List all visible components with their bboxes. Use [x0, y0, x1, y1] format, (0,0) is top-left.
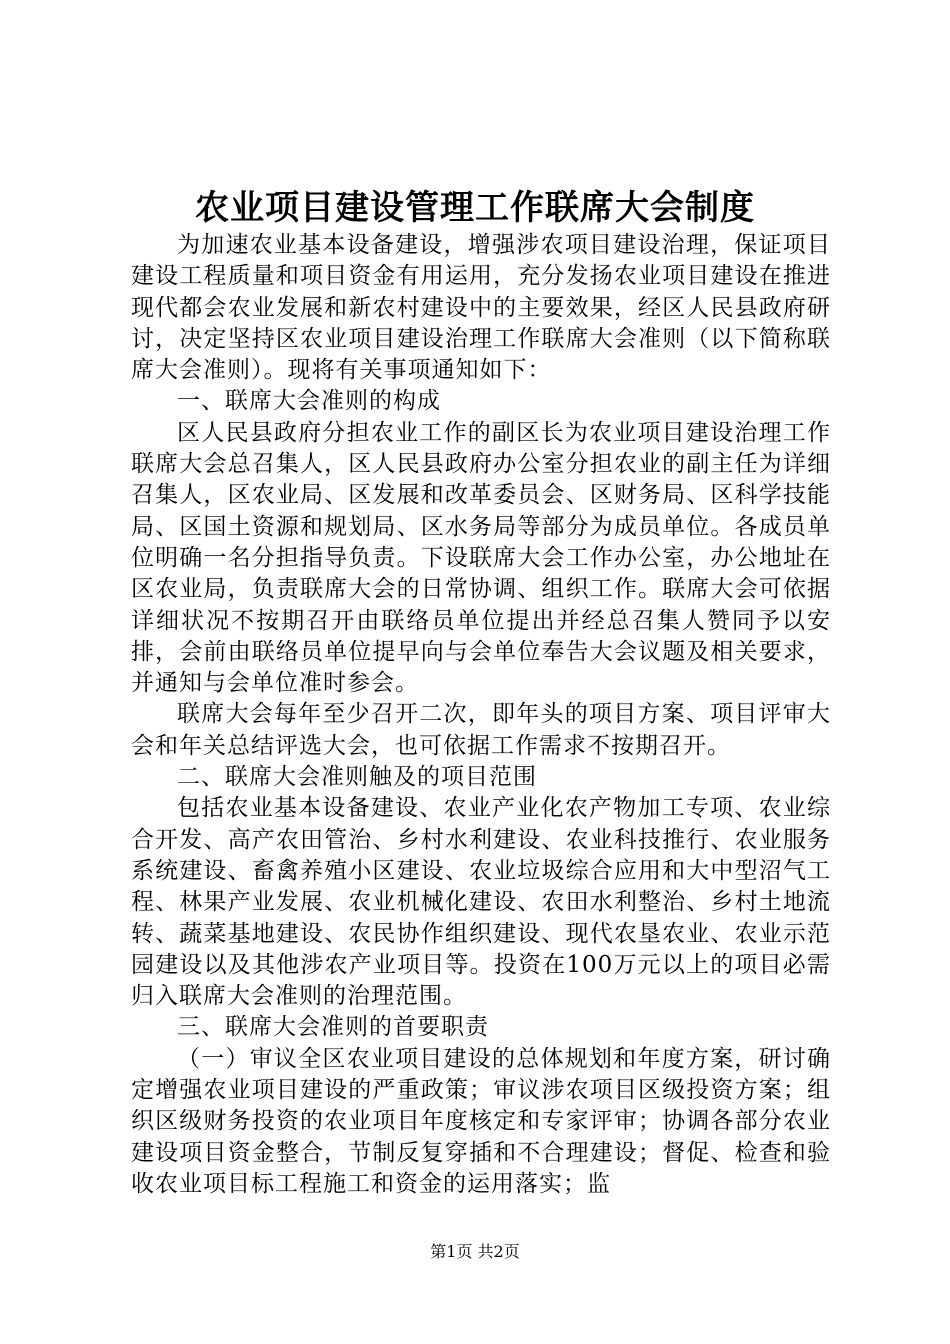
document-title: 农业项目建设管理工作联席大会制度	[195, 188, 755, 228]
section-heading-3: 三、联席大会准则的首要职责	[177, 1014, 489, 1041]
paragraph-composition: 区人民县政府分担农业工作的副区长为农业项目建设治理工作联席大会总召集人，区人民县政府办公室分担农业的副主任为详细召集人，区农业局、区发展和改革委员会、区财务局、区科学技能局、区国土资源和规划局、区水务局等部分为成员单位。各成员单位明确一名分担指导负责。下设联席大会工作办公室，办公地址在区农业局，负责联席大会的日常协调、组织工作。联席大会可依据详细状况不按期召开由联络员单位提出并经总召集人赞同予以安排，会前由联络员单位提早向与会单位奉告大会议题及相关要求，并通知与会单位准时参会。	[131, 419, 831, 697]
paragraph-duties-1: （一）审议全区农业项目建设的总体规划和年度方案，研讨确定增强农业项目建设的严重政策；审议涉农项目区级投资方案；组织区级财务投资的农业项目年度核定和专家评审；协调各部分农业建设项目资金整合，节制反复穿插和不合理建设；督促、检查和验收农业项目标工程施工和资金的运用落实；监	[131, 1045, 831, 1197]
section-heading-1: 一、联席大会准则的构成	[177, 388, 441, 415]
paragraph-intro: 为加速农业基本设备建设，增强涉农项目建设治理，保证项目建设工程质量和项目资金有用运用，充分发扬农业项目建设在推进现代都会农业发展和新农村建设中的主要效果，经区人民县政府研讨，决定坚持区农业项目建设治理工作联席大会准则（以下简称联席大会准则）。现将有关事项通知如下：	[131, 232, 831, 384]
paragraph-project-scope: 包括农业基本设备建设、农业产业化农产物加工专项、农业综合开发、高产农田管治、乡村水利建设、农业科技推行、农业服务系统建设、畜禽养殖小区建设、农业垃圾综合应用和大中型沼气工程、林果产业发展、农业机械化建设、农田水利整治、乡村土地流转、蔬菜基地建设、农民协作组织建设、现代农垦农业、农业示范园建设以及其他涉农产业项目等。投资在100万元以上的项目必需归入联席大会准则的治理范围。	[131, 795, 831, 1010]
paragraph-meeting-frequency: 联席大会每年至少召开二次，即年头的项目方案、项目评审大会和年关总结评选大会，也可依据工作需求不按期召开。	[131, 701, 831, 759]
document-body	[131, 230, 831, 1200]
page-footer: 第1页 共2页	[430, 1242, 520, 1261]
section-heading-2: 二、联席大会准则触及的项目范围	[177, 764, 537, 791]
